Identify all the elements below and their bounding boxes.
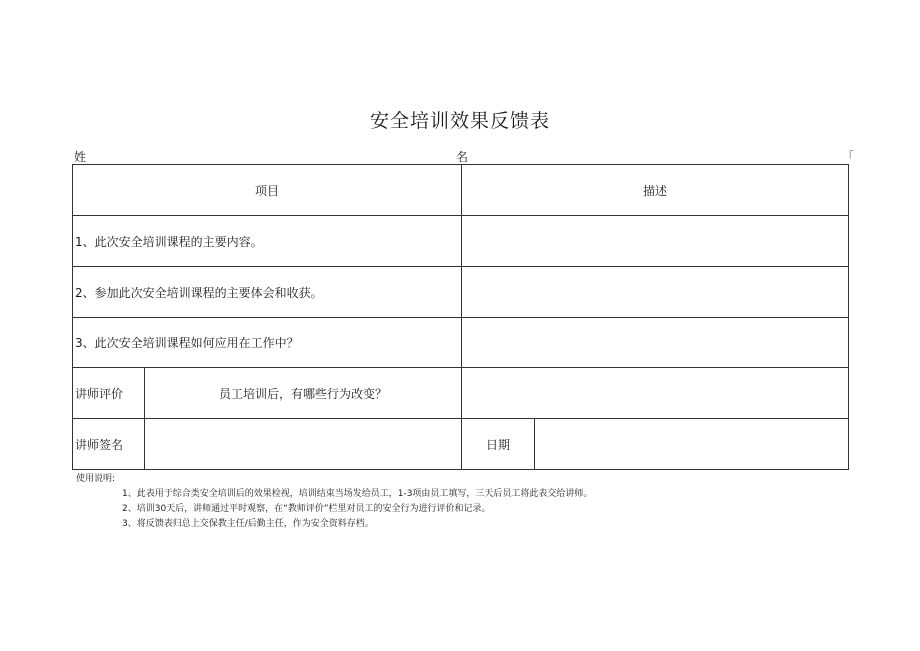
- table-header-row: [73, 165, 849, 216]
- signature-row: [73, 419, 849, 470]
- answer-3[interactable]: [462, 318, 849, 368]
- question-1: 1、此次安全培训课程的主要内容。: [73, 216, 462, 267]
- note-item-2: 2、培训30天后，讲师通过平时观察，在“教师评价”栏里对员工的安全行为进行评价和记录。: [122, 504, 491, 514]
- note-item-3: 3、将反馈表归总上交保教主任/后勤主任，作为安全资料存档。: [122, 519, 374, 529]
- name-bracket: 「: [842, 150, 855, 164]
- table-row: [73, 267, 849, 318]
- name-label-surname: 姓: [74, 150, 87, 164]
- signature-field[interactable]: [145, 419, 462, 470]
- header-item: 项目: [73, 165, 462, 216]
- date-label: 日期: [462, 419, 535, 470]
- form-title: 安全培训效果反馈表: [369, 110, 550, 132]
- notes-heading: 使用说明:: [76, 474, 116, 484]
- feedback-table: [72, 164, 849, 470]
- answer-1[interactable]: [462, 216, 849, 267]
- instructor-eval-row: [73, 368, 849, 419]
- instructor-eval-answer[interactable]: [462, 368, 849, 419]
- date-field[interactable]: [535, 419, 849, 470]
- header-description: 描述: [462, 165, 849, 216]
- answer-2[interactable]: [462, 267, 849, 318]
- signature-label: 讲师签名: [73, 419, 145, 470]
- instructor-eval-label: 讲师评价: [73, 368, 145, 419]
- note-item-1: 1、此表用于综合类安全培训后的效果检视，培训结束当场发给员工，1-3项由员工填写，三天后员工将此表交给讲师。: [122, 489, 593, 499]
- question-2: 2、参加此次安全培训课程的主要体会和收获。: [73, 267, 462, 318]
- question-3: 3、此次安全培训课程如何应用在工作中？: [73, 318, 462, 368]
- name-label-given: 名: [456, 150, 469, 164]
- table-row: [73, 318, 849, 368]
- table-row: [73, 216, 849, 267]
- instructor-eval-question: 员工培训后，有哪些行为改变？: [145, 368, 462, 419]
- usage-notes: [76, 472, 592, 532]
